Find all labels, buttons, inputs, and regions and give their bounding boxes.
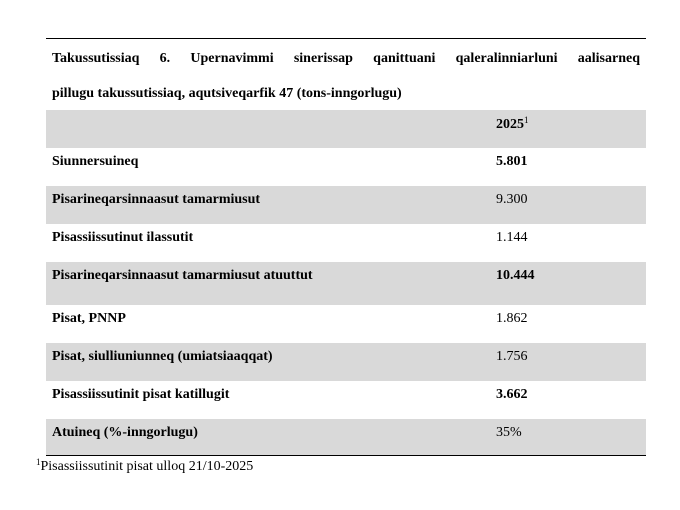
table-caption xyxy=(46,38,646,110)
row-value: 1.862 xyxy=(496,311,528,326)
table-row xyxy=(46,186,646,224)
row-value: 5.801 xyxy=(496,154,528,169)
row-label: Siunnersuineq xyxy=(52,154,139,169)
header-footnote-mark: 1 xyxy=(524,115,529,125)
header-label-cell xyxy=(46,110,490,148)
row-value: 1.756 xyxy=(490,343,646,381)
footnote-mark: 1 xyxy=(36,457,41,467)
table-row xyxy=(46,224,646,262)
row-value: 9.300 xyxy=(490,186,646,224)
row-value: 10.444 xyxy=(490,262,646,305)
table-row xyxy=(46,262,646,305)
row-label: Pisarineqarsinnaasut tamarmiusut atuuttut xyxy=(46,262,490,305)
quota-table-container xyxy=(46,38,646,456)
row-label: Pisarineqarsinnaasut tamarmiusut xyxy=(46,186,490,224)
row-label: Pisat, PNNP xyxy=(52,311,126,326)
table-row xyxy=(46,381,646,419)
table-row xyxy=(46,305,646,343)
caption-line-1: Takussutissiaq 6. Upernavimmi sinerissap qanittuani qaleralinniarluni aalisarneq xyxy=(52,51,640,66)
table-footnote xyxy=(36,457,253,475)
row-label: Pisassiissutinit pisat katillugit xyxy=(52,387,230,402)
quota-table xyxy=(46,110,646,456)
row-label: Atuineq (%-inngorlugu) xyxy=(46,419,490,455)
header-year-cell xyxy=(490,110,646,148)
table-row xyxy=(46,148,646,186)
row-value: 35% xyxy=(490,419,646,455)
header-year: 2025 xyxy=(496,117,524,132)
table-row xyxy=(46,343,646,381)
caption-line-2: pillugu takussutissiaq, aqutsiveqarfik 47 (tons-inngorlugu) xyxy=(52,86,402,101)
row-label: Pisassiissutinut ilassutit xyxy=(52,230,194,245)
row-value: 1.144 xyxy=(496,230,528,245)
row-value: 3.662 xyxy=(496,387,528,402)
table-header-row xyxy=(46,110,646,148)
row-label: Pisat, siulliuniunneq (umiatsiaaqqat) xyxy=(46,343,490,381)
footnote-text: Pisassiissutinit pisat ulloq 21/10-2025 xyxy=(40,459,254,474)
table-row xyxy=(46,419,646,455)
